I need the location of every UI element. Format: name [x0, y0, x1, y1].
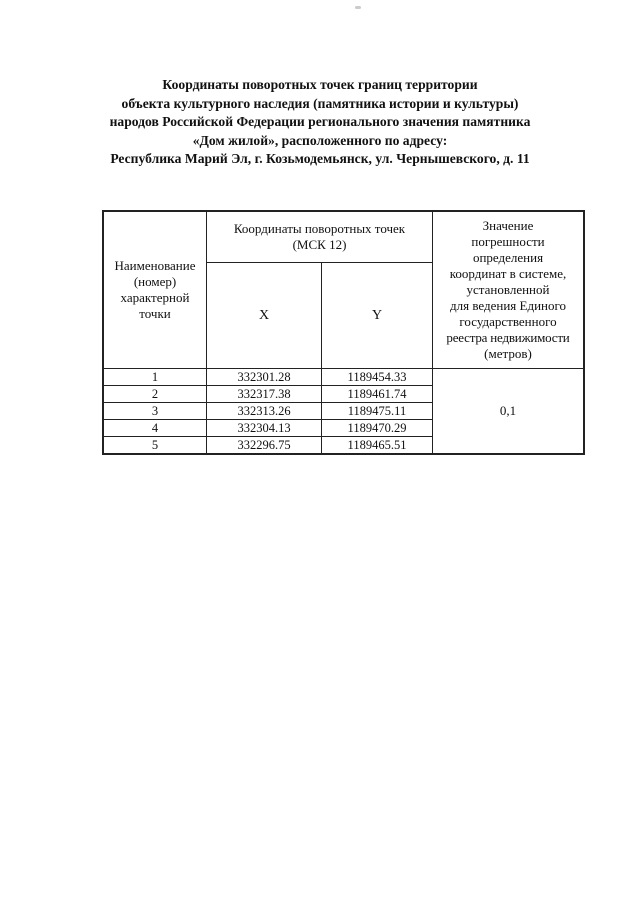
coordinates-header	[207, 211, 433, 263]
header-line: Значение	[482, 218, 534, 233]
point-name-header	[103, 211, 207, 369]
header-line: (МСК 12)	[292, 237, 347, 253]
header-line: для ведения Единого	[450, 298, 566, 313]
coordinates-table	[102, 210, 585, 455]
point-number: 4	[103, 420, 207, 437]
y-value: 1189454.33	[322, 369, 433, 386]
error-value: 0,1	[433, 369, 585, 455]
header-line: погрешности	[471, 234, 545, 249]
header-line: Наименование	[114, 258, 196, 273]
title-line: Координаты поворотных точек границ территории	[162, 77, 478, 92]
x-value: 332296.75	[207, 437, 322, 455]
header-line: определения	[472, 250, 544, 265]
title-line: народов Российской Федерации регионального значения памятника	[109, 114, 531, 129]
y-header: Y	[322, 263, 433, 369]
point-number: 1	[103, 369, 207, 386]
error-header	[433, 211, 585, 369]
title-line: объекта культурного наследия (памятника истории и культуры)	[121, 95, 519, 111]
title-line: Республика Марий Эл, г. Козьмодемьянск, ул. Чернышевского, д. 11	[110, 151, 530, 166]
document-title	[60, 76, 580, 169]
table-row	[103, 369, 584, 386]
point-number: 3	[103, 403, 207, 420]
y-value: 1189465.51	[322, 437, 433, 455]
header-line: государственного	[459, 314, 557, 329]
title-line: «Дом жилой», расположенного по адресу:	[192, 132, 448, 148]
x-header: X	[207, 263, 322, 369]
header-line: Координаты поворотных точек	[233, 221, 406, 237]
x-value: 332317.38	[207, 386, 322, 403]
y-value: 1189461.74	[322, 386, 433, 403]
header-line: (номер)	[133, 274, 177, 289]
scan-mark	[355, 6, 361, 9]
x-value: 332304.13	[207, 420, 322, 437]
point-number: 2	[103, 386, 207, 403]
y-value: 1189470.29	[322, 420, 433, 437]
header-line: точки	[139, 306, 171, 321]
header-line: координат в системе,	[449, 266, 567, 281]
x-value: 332301.28	[207, 369, 322, 386]
header-line: установленной	[466, 282, 550, 297]
header-line: реестра недвижимости	[446, 330, 570, 345]
y-value: 1189475.11	[322, 403, 433, 420]
header-line: характерной	[120, 290, 190, 305]
x-value: 332313.26	[207, 403, 322, 420]
header-line: (метров)	[484, 346, 532, 361]
point-number: 5	[103, 437, 207, 455]
